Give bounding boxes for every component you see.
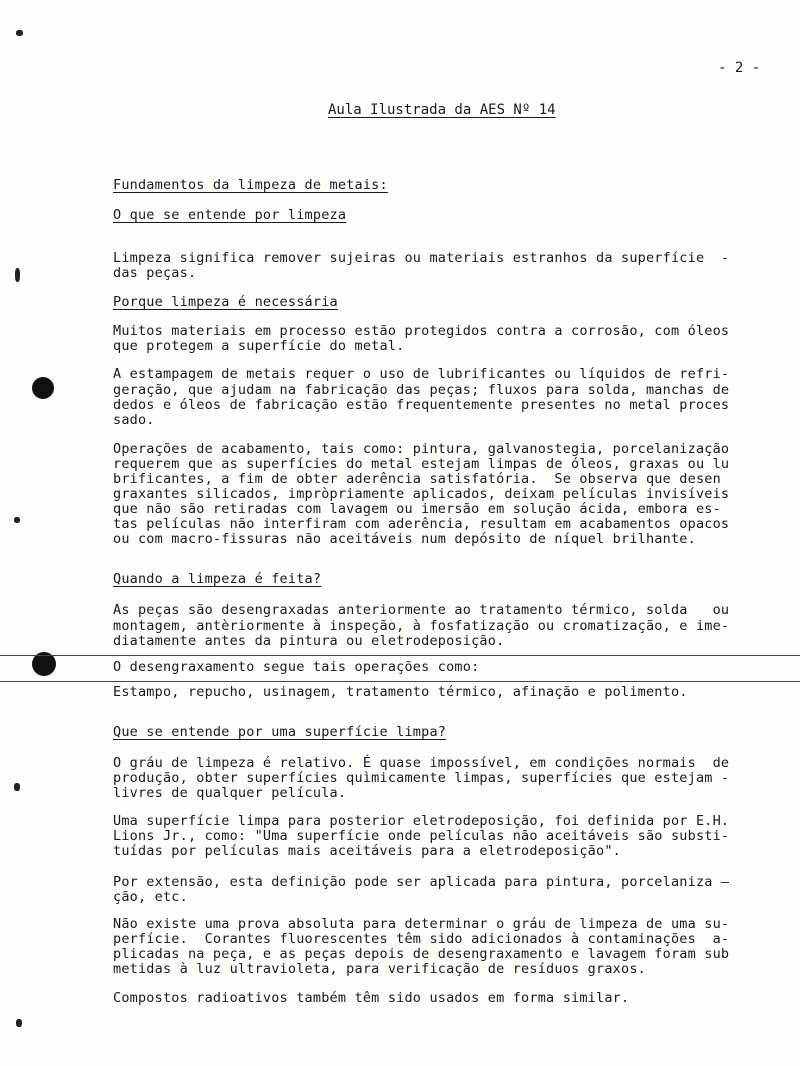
paragraph-line: Compostos radioativos também têm sido usados em forma similar.	[113, 990, 630, 1006]
paragraph-line: O desengraxamento segue tais operações como:	[113, 659, 480, 675]
paragraph-line: Muitos materiais em processo estão protegidos contra a corrosão, com óleos	[113, 323, 730, 339]
paragraph-line: brificantes, a fim de obter aderência satisfatória. Se observa que desen	[113, 471, 721, 487]
paragraph-line: ou com macro-fissuras não aceitáveis num depósito de níquel brilhante.	[113, 531, 696, 547]
paragraph-line: metidas à luz ultravioleta, para verificação de resíduos graxos.	[113, 961, 646, 977]
paragraph-line: dedos e óleos de fabricação estão frequentemente presentes no metal proces	[113, 397, 730, 413]
paragraph-line: plicadas na peça, e as peças depois de desengraxamento e lavagem foram sub	[113, 946, 730, 962]
paragraph-line: tas películas não interfiram com aderência, resultam em acabamentos opacos	[113, 516, 730, 532]
paragraph-line: requerem que as superfícies do metal estejam limpas de óleos, graxas ou lu	[113, 456, 730, 472]
punch-hole-top	[32, 377, 54, 399]
section-heading-porque: Porque limpeza é necessária	[113, 294, 338, 310]
paragraph-line: produção, obter superfícies quìmicamente limpas, superfícies que estejam -	[113, 770, 730, 786]
fold-line	[0, 681, 800, 682]
paragraph-line: Não existe uma prova absoluta para determinar o gráu de limpeza de uma su-	[113, 916, 730, 932]
paragraph-line: Uma superfície limpa para posterior eletrodeposição, foi definida por E.H.	[113, 813, 730, 829]
scan-speck	[14, 517, 20, 523]
paragraph-line: Lions Jr., como: "Uma superfície onde películas não aceitáveis são substi-	[113, 828, 730, 844]
paragraph-line: geração, que ajudam na fabricação das peças; fluxos para solda, manchas de	[113, 382, 730, 398]
paragraph-line: montagem, antèriormente à inspeção, à fosfatização ou cromatização, e ime-	[113, 618, 730, 634]
paragraph-line: das peças.	[113, 265, 197, 281]
paragraph-line: tuídas por películas mais aceitáveis para a eletrodeposição".	[113, 843, 621, 859]
paragraph-line: As peças são desengraxadas anteriormente ao tratamento térmico, solda ou	[113, 602, 730, 618]
paragraph-line: perfície. Corantes fluorescentes têm sido adicionados à contaminações a-	[113, 931, 730, 947]
section-heading-fundamentos: Fundamentos da limpeza de metais:	[113, 177, 388, 193]
document-title: Aula Ilustrada da AES Nº 14	[328, 102, 556, 118]
paragraph-line: graxantes silicados, impròpriamente aplicados, deixam películas invisíveis	[113, 486, 730, 502]
scan-speck	[16, 30, 23, 36]
scan-speck	[14, 783, 20, 791]
page-number: - 2 -	[718, 60, 761, 76]
section-heading-quando: Quando a limpeza é feita?	[113, 571, 322, 587]
scan-speck	[15, 268, 20, 282]
paragraph-line: ção, etc.	[113, 889, 188, 905]
paragraph-line: A estampagem de metais requer o uso de lubrificantes ou líquidos de refri-	[113, 366, 730, 382]
paragraph-line: que não são retiradas com lavagem ou imersão em solução ácida, embora es-	[113, 501, 721, 517]
paragraph-line: Operações de acabamento, tais como: pintura, galvanostegia, porcelanização	[113, 441, 730, 457]
scan-speck	[16, 1019, 22, 1027]
paragraph-line: Por extensão, esta definição pode ser aplicada para pintura, porcelaniza —	[113, 874, 730, 890]
paragraph-line: sado.	[113, 412, 155, 428]
section-heading-limpeza: O que se entende por limpeza	[113, 207, 347, 223]
paragraph-line: que protegem a superfície do metal.	[113, 338, 405, 354]
paragraph-line: O gráu de limpeza é relativo. É quase impossível, em condições normais de	[113, 755, 730, 771]
paragraph-line: diatamente antes da pintura ou eletrodeposição.	[113, 633, 505, 649]
fold-line	[0, 655, 800, 656]
paragraph-line: livres de qualquer película.	[113, 785, 347, 801]
paragraph-line: Estampo, repucho, usinagem, tratamento térmico, afinação e polimento.	[113, 684, 688, 700]
paragraph-line: Limpeza significa remover sujeiras ou materiais estranhos da superfície -	[113, 250, 730, 266]
section-heading-superficie-limpa: Que se entende por uma superfície limpa?	[113, 724, 447, 740]
